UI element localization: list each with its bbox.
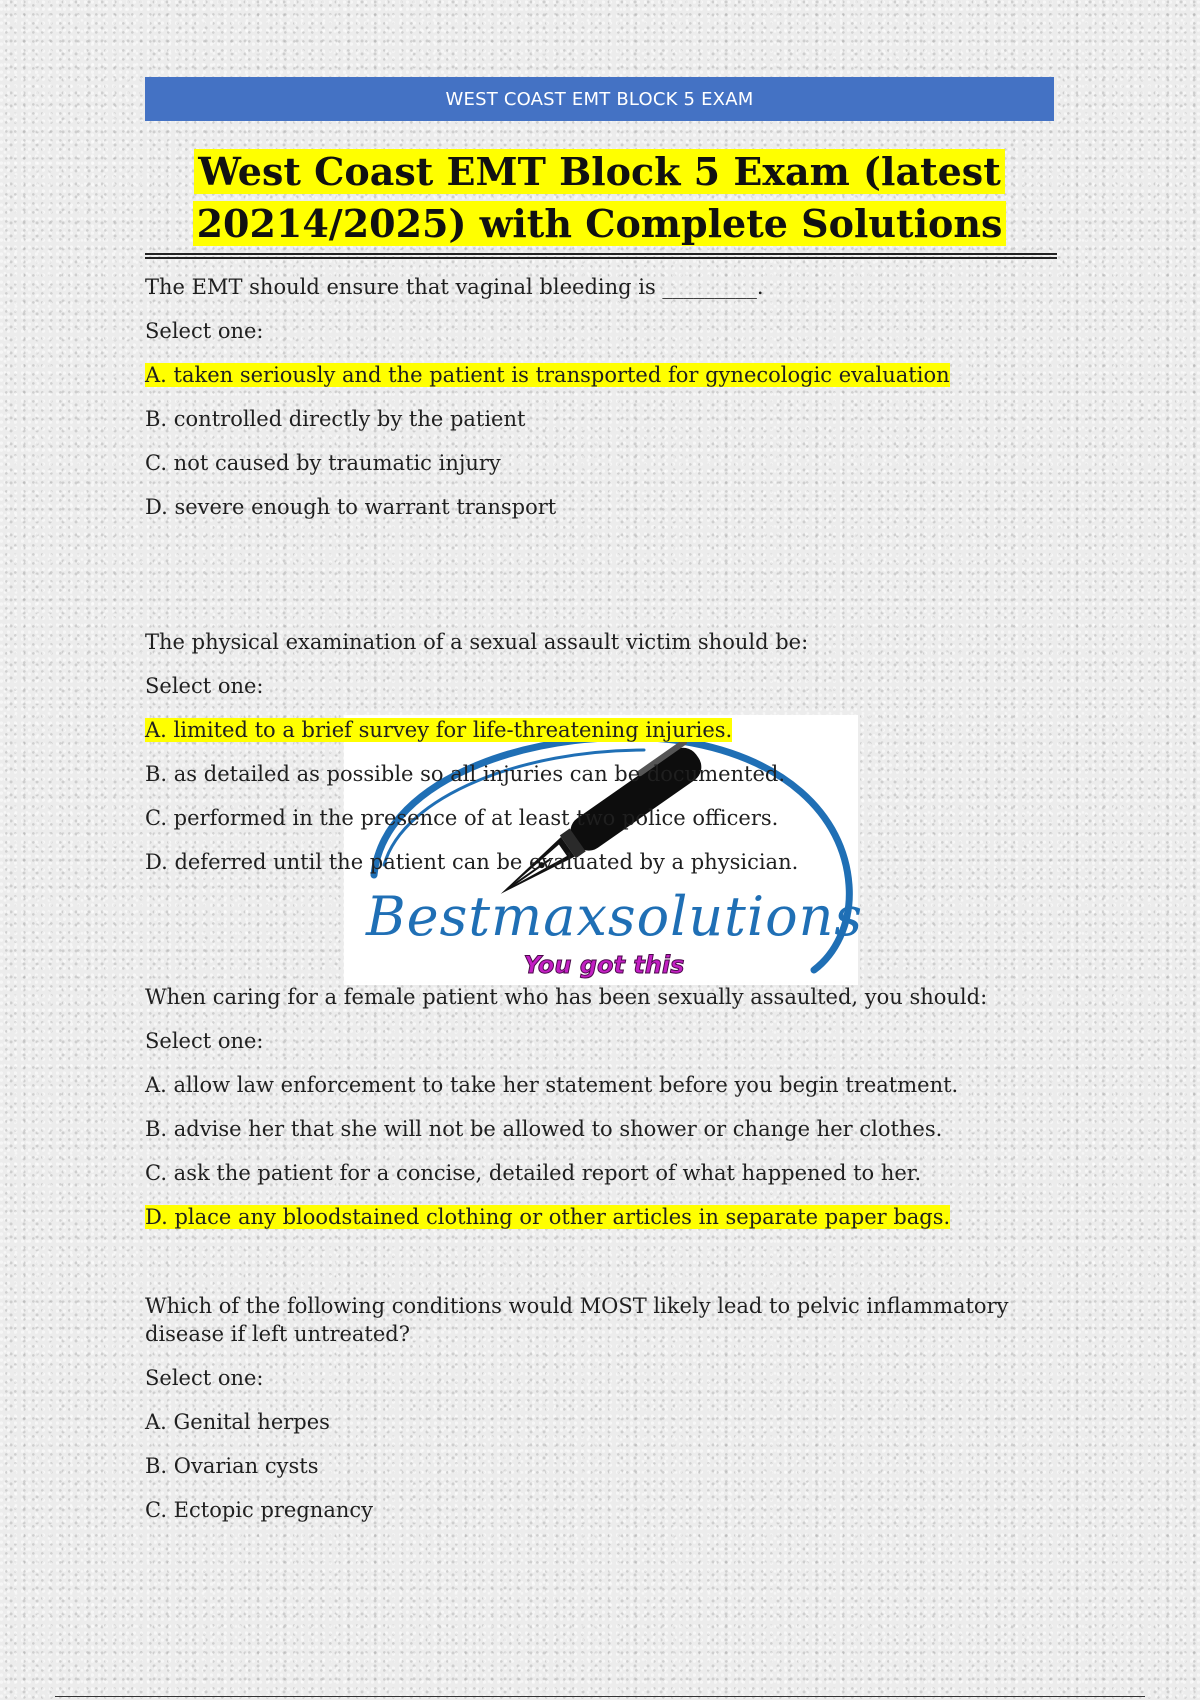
exam-header-bar (145, 77, 1054, 121)
footer-divider (55, 1696, 1145, 1697)
answer-option-c: C. ask the patient for a concise, detailed report of what happened to her. (145, 1161, 922, 1185)
select-one-label: Select one: (145, 674, 264, 698)
question-stem: When caring for a female patient who has been sexually assaulted, you should: (145, 985, 988, 1009)
select-one-label: Select one: (145, 1366, 264, 1390)
answer-option-c: C. performed in the presence of at least two police officers. (145, 806, 779, 830)
header-bar-text: WEST COAST EMT BLOCK 5 EXAM (445, 88, 754, 110)
select-one-label: Select one: (145, 319, 264, 343)
answer-option-b: B. Ovarian cysts (145, 1454, 319, 1478)
answer-option-c: C. not caused by traumatic injury (145, 451, 501, 475)
title-line-1: West Coast EMT Block 5 Exam (latest (194, 149, 1005, 194)
answer-option-a: A. limited to a brief survey for life-threatening injuries. (145, 718, 733, 742)
answer-option-b: B. advise her that she will not be allowed to shower or change her clothes. (145, 1117, 943, 1141)
select-one-label: Select one: (145, 1029, 264, 1053)
question-2 (145, 628, 1055, 892)
question-3 (145, 983, 1055, 1247)
watermark-tagline: You got this (523, 951, 685, 979)
answer-option-d: D. severe enough to warrant transport (145, 495, 557, 519)
watermark-brand-text: Bestmaxsolutions (366, 885, 864, 948)
question-1 (145, 273, 1055, 537)
answer-option-c: C. Ectopic pregnancy (145, 1498, 373, 1522)
answer-option-a: A. taken seriously and the patient is transported for gynecologic evaluation (145, 363, 950, 387)
question-4 (145, 1292, 1055, 1540)
title-line-2: 20214/2025) with Complete Solutions (193, 201, 1007, 246)
answer-option-d: D. place any bloodstained clothing or other articles in separate paper bags. (145, 1205, 951, 1229)
question-stem: Which of the following conditions would MOST likely lead to pelvic inflammatory disease if left untreated? (145, 1294, 1009, 1346)
question-stem: The physical examination of a sexual assault victim should be: (145, 630, 809, 654)
answer-option-b: B. as detailed as possible so all injuries can be documented. (145, 762, 786, 786)
title-divider (145, 253, 1057, 259)
answer-option-a: A. allow law enforcement to take her statement before you begin treatment. (145, 1073, 959, 1097)
question-stem: The EMT should ensure that vaginal bleeding is _________. (145, 275, 764, 299)
answer-option-b: B. controlled directly by the patient (145, 407, 526, 431)
answer-option-d: D. deferred until the patient can be evaluated by a physician. (145, 850, 799, 874)
document-title (145, 146, 1054, 250)
answer-option-a: A. Genital herpes (145, 1410, 330, 1434)
